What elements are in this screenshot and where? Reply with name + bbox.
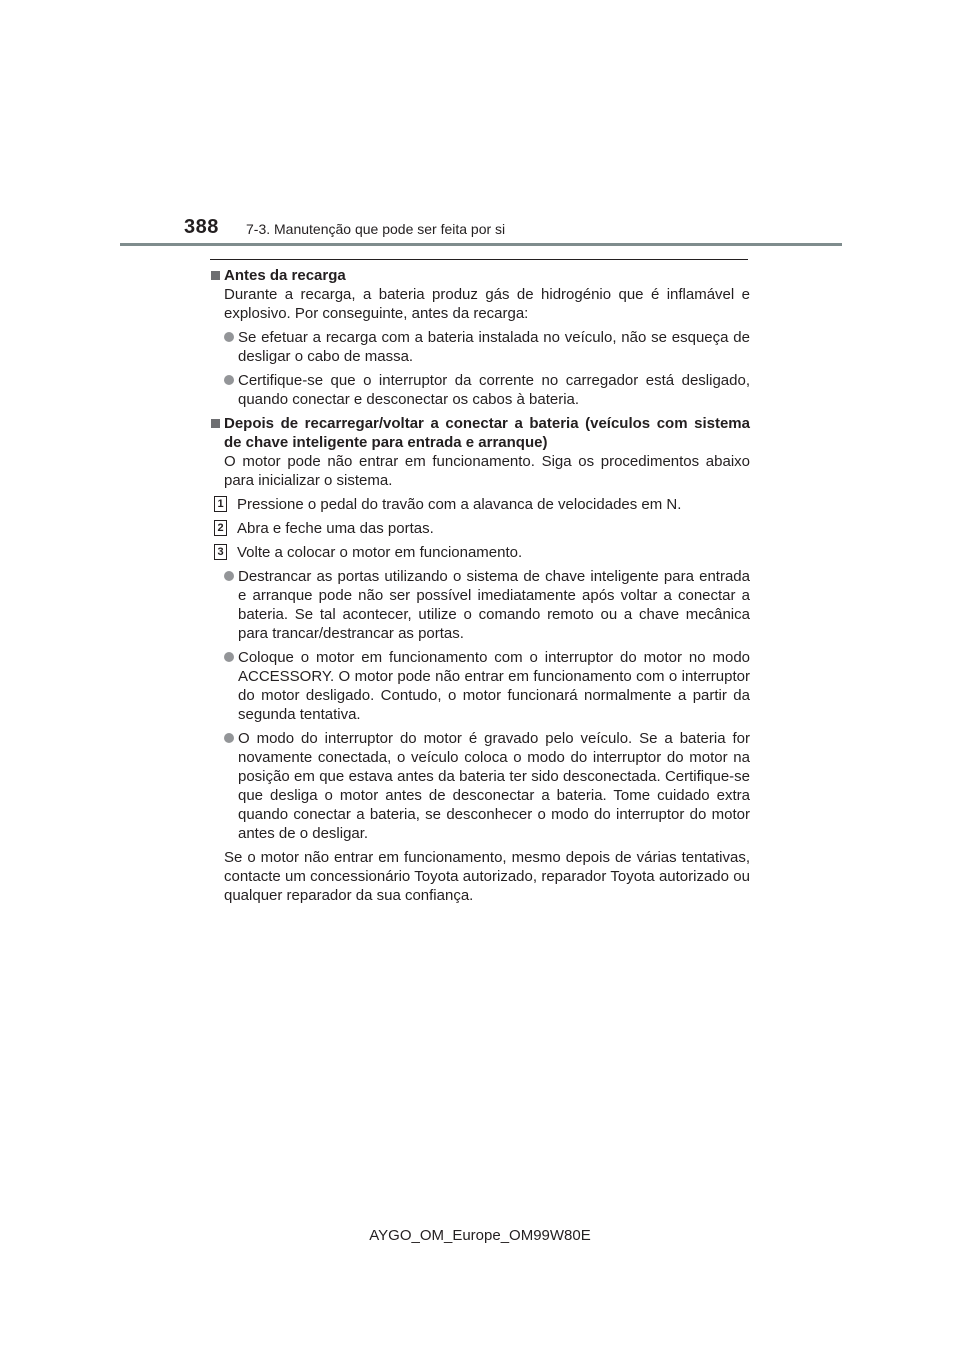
section-intro: Durante a recarga, a bateria produz gás de hidrogénio que é inflamável e explosivo. Por conseguinte, antes da recarga:: [224, 286, 750, 322]
list-item: Se efetuar a recarga com a bateria instalada no veículo, não se esqueça de desligar o cabo de massa.: [210, 328, 750, 366]
section-heading: Depois de recarregar/voltar a conectar a bateria (veículos com sistema de chave inteligente para entrada e arranque): [210, 414, 750, 452]
page-header: [0, 0, 960, 280]
page-number: 388: [184, 216, 219, 238]
step-item: 3 Volte a colocar o motor em funcionamento.: [210, 543, 750, 562]
header-divider: [120, 243, 842, 246]
list-item: O modo do interruptor do motor é gravado pelo veículo. Se a bateria for novamente conectada, o veículo coloca o modo do interruptor do motor na posição em que estava antes da bateria ter sido desconectada. Certifique-se que desliga o motor antes de desconectar a bateria. Tome cuidado extra quando conectar a bateria, se desconhecer o modo do interruptor do motor antes de o desligar.: [210, 729, 750, 843]
square-bullet-icon: [211, 419, 220, 428]
step-number-badge: 1: [214, 496, 227, 512]
step-item: 2 Abra e feche uma das portas.: [210, 519, 750, 538]
document-code: AYGO_OM_Europe_OM99W80E: [369, 1227, 591, 1244]
circle-bullet-icon: [224, 733, 234, 743]
page-content: [210, 266, 750, 910]
section-heading: Antes da recarga: [210, 266, 750, 285]
step-number-badge: 2: [214, 520, 227, 536]
chapter-title: 7-3. Manutenção que pode ser feita por si: [246, 221, 506, 237]
circle-bullet-icon: [224, 332, 234, 342]
list-item: Destrancar as portas utilizando o sistema de chave inteligente para entrada e arranque pode não ser possível imediatamente após voltar a conectar a bateria. Se tal acontecer, utilize o comando remoto ou a chave mecânica para trancar/destrancar as portas.: [210, 567, 750, 643]
step-item: 1 Pressione o pedal do travão com a alavanca de velocidades em N.: [210, 495, 750, 514]
section-intro: O motor pode não entrar em funcionamento. Siga os procedimentos abaixo para inicializar o sistema.: [224, 453, 750, 489]
section-divider: [210, 259, 748, 260]
circle-bullet-icon: [224, 571, 234, 581]
circle-bullet-icon: [224, 652, 234, 662]
list-item: Coloque o motor em funcionamento com o interruptor do motor no modo ACCESSORY. O motor pode não entrar em funcionamento com o interruptor do motor desligado. Contudo, o motor funcionará normalmente a partir da segunda tentativa.: [210, 648, 750, 724]
closing-paragraph: Se o motor não entrar em funcionamento, mesmo depois de várias tentativas, contacte um concessionário Toyota autorizado, reparador Toyota autorizado ou qualquer reparador da sua confiança.: [224, 849, 750, 904]
circle-bullet-icon: [224, 375, 234, 385]
list-item: Certifique-se que o interruptor da corrente no carregador está desligado, quando conectar e desconectar os cabos à bateria.: [210, 371, 750, 409]
square-bullet-icon: [211, 271, 220, 280]
step-number-badge: 3: [214, 544, 227, 560]
